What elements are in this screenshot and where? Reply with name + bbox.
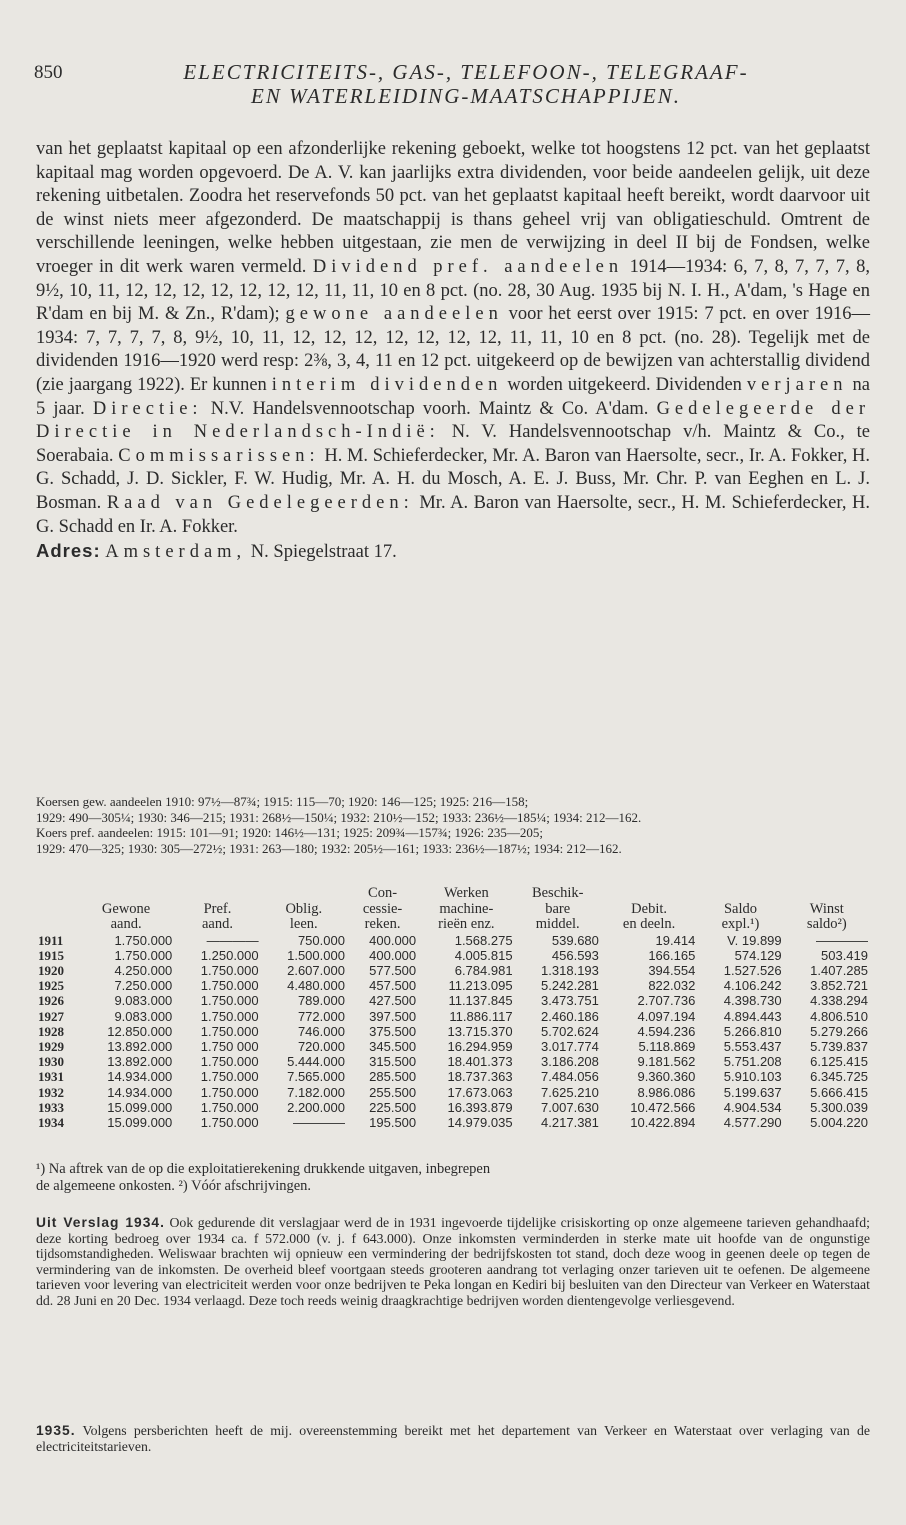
table-row: [36, 1009, 870, 1024]
table-cell: 1.318.193: [541, 962, 599, 978]
table-cell: 3.186.208: [541, 1054, 599, 1070]
gewone-aandeelen-text: voor het eerst over 1915: 7 pct. en over 1916—1934: 7, 7, 7, 7, 8, 9½, 10, 11, 12, 12, 12, 12, 12, 12, 12, 11, 11, 10 en 8 pct. (no. 28). Tegelijk met de dividenden 1916—1920 werd resp: 2⅜, 3, 4, 11 en 12 pct. uitgekeerd op de bewijzen van achterstallig dividend (zie jaargang 1922). Er kunnen: [36, 304, 870, 395]
table-header-cell: aand.: [201, 916, 233, 932]
table-cell: 4.097.194: [637, 1008, 696, 1024]
table-year-cell: 1928: [38, 1023, 64, 1039]
dividend-pref-label: Dividend pref. aandeelen: [312, 256, 624, 277]
share-prices: [36, 794, 870, 856]
table-header-cell: en deeln.: [622, 916, 676, 932]
table-header-cell: [784, 886, 870, 902]
table-header-cell: [78, 886, 174, 902]
table-cell: 1.750.000: [200, 1023, 259, 1039]
koersen-gew-line1: Koersen gew. aandeelen 1910: 97½—87¾; 1915: 115—70; 1920: 146—125; 1925: 216—158;: [36, 794, 529, 809]
table-cell: 15.099.000: [107, 1099, 173, 1115]
table-cell: 822.032: [648, 978, 696, 994]
table-cell: 2.200.000: [287, 1099, 345, 1115]
table-row: [36, 1100, 870, 1115]
table-cell: 9.181.562: [637, 1054, 696, 1070]
table-cell: 16.294.959: [447, 1038, 513, 1054]
table-cell: 4.480.000: [287, 978, 345, 994]
table-cell: 746.000: [297, 1023, 345, 1039]
table-cell: 315.500: [369, 1054, 417, 1070]
table-cell: 7.007.630: [541, 1099, 599, 1115]
commissarissen-text: H. M. Schieferdecker, Mr. A. Baron van Haersolte, secr., Ir. A. Fokker, H. G. Schadd, J. D. Sickler, F. W. Hudig, Mr. A. H. du Mosch, A. E. J. Buss, Mr. Chr. P. van Eeghen en L. J. Bosman.: [36, 445, 870, 513]
table-body: [36, 933, 870, 1131]
table-cell: 4.005.815: [454, 947, 513, 963]
table-cell: 5.279.266: [810, 1023, 868, 1039]
table-cell: 345.500: [369, 1038, 417, 1054]
table-year-cell: 1920: [38, 962, 64, 978]
table-cell: 195.500: [369, 1114, 417, 1130]
table-cell: 5.666.415: [810, 1084, 868, 1100]
table-cell: 10.422.894: [630, 1114, 696, 1130]
table-row: [36, 1039, 870, 1054]
table-cell: 9.083.000: [114, 1008, 173, 1024]
table-cell: 225.500: [369, 1099, 417, 1115]
table-cell: 400.000: [369, 932, 417, 948]
table-row: [36, 963, 870, 978]
table-cell: 1.750.000: [200, 993, 259, 1009]
table-header-cell: [36, 902, 78, 918]
table-cell: 6.125.415: [810, 1054, 868, 1070]
table-cell: 4.806.510: [810, 1008, 868, 1024]
table-header-cell: [174, 886, 260, 902]
table-cell: 1.750.000: [200, 978, 259, 994]
table-cell: 5.004.220: [810, 1114, 868, 1130]
raad-label: Raad van Gedelegeerden:: [106, 492, 414, 513]
table-row: [36, 948, 870, 963]
table-cell: 7.182.000: [287, 1084, 345, 1100]
table-cell: 5.910.103: [723, 1069, 782, 1085]
table-cell: 456.593: [551, 947, 599, 963]
table-cell: 3.473.751: [541, 993, 599, 1009]
paragraph-1935: [36, 1423, 870, 1454]
y1935-text: Volgens persberichten heeft de mij. overeenstemming bereikt met het departement van Verkeer en Waterstaat over verlaging van de electriciteitstarieven.: [36, 1423, 871, 1454]
dividend-pref-text: 1914—1934: 6, 7, 8, 7, 7, 7, 8, 9½, 10, 11, 12, 12, 12, 12, 12, 12, 12, 11, 11, 10 en 8 pct. (no. 28, 30 Aug. 1935 bij N. I. H., A'dam, 's Hage en R'dam en bij M. & Zn., R'dam);: [36, 256, 871, 325]
table-cell: 18.401.373: [447, 1054, 513, 1070]
table-header-cell: saldo²): [806, 916, 847, 932]
gedelegeerde-label: Gedelegeerde der Directie in Nederlandsch-Indië:: [36, 398, 870, 443]
body-paragraph: [36, 138, 870, 539]
table-header-cell: Con-: [368, 885, 398, 901]
table-header-cell: middel.: [535, 916, 580, 932]
table-year-cell: 1927: [38, 1008, 64, 1024]
table-cell: 1.750.000: [114, 947, 173, 963]
table-header-cell: leen.: [289, 916, 318, 932]
table-cell: 15.099.000: [107, 1114, 173, 1130]
table-cell: ————: [206, 932, 259, 948]
table-cell: 1.750.000: [200, 1099, 259, 1115]
table-cell: 4.594.236: [637, 1023, 696, 1039]
table-cell: 9.083.000: [114, 993, 173, 1009]
table-cell: 11.886.117: [449, 1008, 513, 1024]
table-cell: 5.739.837: [810, 1038, 868, 1054]
table-header-cell: expl.¹): [721, 916, 760, 932]
table-cell: 1.750.000: [114, 932, 173, 948]
table-header-cell: Gewone: [101, 900, 151, 917]
gewone-aandeelen-label: gewone aandeelen: [285, 304, 503, 325]
address-city: Amsterdam,: [105, 542, 247, 563]
table-cell: 5.199.637: [723, 1084, 782, 1100]
table-cell: 1.750 000: [200, 1038, 259, 1054]
table-header-cell: Beschik-: [531, 885, 584, 901]
table-header-cell: Pref.: [203, 900, 232, 917]
table-year-cell: 1911: [38, 932, 64, 948]
table-cell: 17.673.063: [447, 1084, 513, 1100]
table-cell: 14.934.000: [107, 1069, 173, 1085]
table-cell: 427.500: [369, 993, 417, 1009]
table-row: [36, 1024, 870, 1039]
verjaren-label: verjaren: [746, 374, 848, 395]
table-cell: 7.565.000: [287, 1069, 345, 1085]
table-cell: 2.460.186: [541, 1008, 599, 1024]
table-cell: 14.979.035: [447, 1114, 513, 1130]
table-cell: 11.137.845: [448, 993, 513, 1009]
table-cell: 503.419: [821, 947, 868, 963]
table-cell: 12.850.000: [107, 1023, 173, 1039]
table-cell: 1.750.000: [200, 1054, 259, 1070]
table-cell: 4.338.294: [810, 993, 868, 1009]
table-cell: 5.242.281: [541, 978, 599, 994]
table-cell: 720.000: [297, 1038, 345, 1054]
page-number: 850: [34, 62, 63, 83]
table-cell: 457.500: [369, 978, 417, 994]
table-cell: 5.751.208: [723, 1054, 782, 1070]
footnote-line2: de algemeene onkosten. ²) Vóór afschrijvingen.: [36, 1178, 312, 1194]
page: [36, 0, 870, 1525]
table-cell: 5.553.437: [723, 1038, 782, 1054]
table-row: [36, 1054, 870, 1069]
table-header-cell: [601, 886, 697, 902]
table-cell: V. 19.899: [727, 932, 782, 948]
directie-text: N.V. Handelsvennootschap voorh. Maintz & Co. A'dam.: [210, 398, 649, 419]
commissarissen-label: Commissarissen:: [118, 445, 320, 466]
table-header-cell: Saldo: [723, 900, 757, 917]
table-cell: 8.986.086: [637, 1084, 696, 1100]
table-header-cell: rieën enz.: [438, 916, 495, 932]
table-header-cell: cessie-: [362, 900, 403, 917]
verslag-text: Ook gedurende dit verslagjaar werd de in 1931 ingevoerde tijdelijke crisiskorting op onze algemeene tarieven gehandhaafd; deze korting bedroeg over 1934 ca. f 572.000 (v. j. f 643.000). Onze inkomsten verminderden in sterke mate uit hoofde van de ongunstige tijdsomstandigheden. Weliswaar brachten wij opnieuw een vermindering der bedrijfskosten tot stand, doch deze woog in geenen deele op tegen de vermindering van de inkomsten. De overheid bleef voortgaan steeds grooteren aandrang tot verlaging onzer tarieven uit te oefenen. De algemeene tarieven voor levering van electriciteit werden voor onze bedrijven te Peka longan en Kediri bij besluiten van den Directeur van Verkeer en Waterstaat dd. 28 Juni en 20 Dec. 1934 verlaagd. Deze toch reeds weinig draagkrachtige bedrijven worden dientengevolge verliesgevend.: [36, 1215, 870, 1308]
table-cell: 10.472.566: [630, 1099, 696, 1115]
table-header-row: [36, 917, 870, 933]
table-cell: 7.625.210: [541, 1084, 599, 1100]
interim-text: worden uitgekeerd. Dividenden: [507, 374, 742, 395]
table-cell: 13.715.370: [447, 1023, 513, 1039]
table-header-cell: bare: [545, 900, 571, 917]
table-cell: 7.484.056: [541, 1069, 599, 1085]
table-year-cell: 1933: [38, 1099, 64, 1115]
table-cell: 789.000: [297, 993, 345, 1009]
table-cell: 166.165: [648, 947, 696, 963]
table-cell: 397.500: [369, 1008, 417, 1024]
table-year-cell: 1931: [38, 1069, 64, 1085]
table-header-cell: machine-: [439, 900, 494, 917]
running-title-line1: ELECTRICITEITS-, GAS-, TELEFOON-, TELEGRAAF-: [183, 60, 749, 84]
running-title: [116, 60, 816, 108]
table-cell: 2.707.736: [637, 993, 696, 1009]
table-cell: 400.000: [369, 947, 417, 963]
table-header-row: [36, 902, 870, 918]
table-cell: 1.250.000: [200, 947, 259, 963]
table-row: [36, 1069, 870, 1084]
koersen-gew-line2: 1929: 490—305¼; 1930: 346—215; 1931: 268½—150¼; 1932: 210½—152; 1933: 236½—185¼; 1934: 212—162.: [36, 809, 642, 825]
table-year-cell: 1932: [38, 1084, 64, 1100]
table-header-row: [36, 886, 870, 902]
footnote-line1: ¹) Na aftrek van de op die exploitatierekening drukkende uitgaven, inbegrepen: [36, 1161, 491, 1177]
footnotes: [36, 1161, 870, 1195]
table-cell: 4.398.730: [723, 993, 782, 1009]
address-line: [36, 539, 870, 565]
table-cell: 14.934.000: [107, 1084, 173, 1100]
table-cell: 3.852.721: [810, 978, 868, 994]
table-cell: 6.345.725: [810, 1069, 868, 1085]
page-header: [36, 60, 870, 110]
table-cell: 1.750.000: [200, 1008, 259, 1024]
table-row: [36, 1085, 870, 1100]
raad-text: Mr. A. Baron van Haersolte, secr., H. M. Schieferdecker, H. G. Schadd en Ir. A. Fokker.: [36, 492, 870, 537]
table-cell: 19.414: [655, 932, 696, 948]
table-cell: 7.250.000: [114, 978, 173, 994]
address-label: Adres:: [36, 540, 101, 562]
y1935-label: 1935.: [36, 1423, 76, 1438]
table-cell: 4.217.381: [541, 1114, 599, 1130]
table-cell: 5.702.624: [541, 1023, 599, 1039]
table-header-cell: [261, 886, 347, 902]
table-cell: ————: [292, 1114, 345, 1130]
table-cell: 4.894.443: [723, 1008, 782, 1024]
table-cell: 1.750.000: [200, 1084, 259, 1100]
table-cell: 13.892.000: [107, 1054, 173, 1070]
table-cell: 577.500: [369, 962, 417, 978]
table-header-cell: Debit.: [631, 900, 668, 917]
table-cell: 539.680: [551, 932, 599, 948]
table-cell: 772.000: [297, 1008, 345, 1024]
table-header-cell: Winst: [809, 900, 844, 917]
gedelegeerde-text: N. V. Handelsvennootschap v/h. Maintz & Co., te Soerabaia.: [36, 422, 871, 466]
table-year-cell: 1925: [38, 978, 64, 994]
table-row: [36, 933, 870, 948]
table-cell: 3.017.774: [541, 1038, 599, 1054]
table-cell: 2.607.000: [287, 962, 345, 978]
verjaren-text: na 5 jaar.: [36, 374, 870, 419]
verslag-label: Uit Verslag 1934.: [36, 1215, 165, 1230]
table-row: [36, 978, 870, 993]
financial-table: [36, 886, 870, 1130]
table-cell: 4.106.242: [723, 978, 782, 994]
table-cell: 18.737.363: [447, 1069, 513, 1085]
table-header-cell: [36, 886, 78, 902]
table-cell: 750.000: [297, 932, 345, 948]
table-header-cell: [697, 886, 783, 902]
koersen-pref-line1: Koers pref. aandeelen: 1915: 101—91; 1920: 146½—131; 1925: 209¾—157¾; 1926: 235—205;: [36, 825, 543, 840]
table-cell: 5.266.810: [723, 1023, 782, 1039]
table-cell: 285.500: [369, 1069, 417, 1085]
table-cell: 9.360.360: [637, 1069, 696, 1085]
table-cell: 5.444.000: [287, 1054, 345, 1070]
table-row: [36, 1115, 870, 1130]
table-header-cell: [36, 917, 78, 933]
table-header-cell: Oblig.: [285, 900, 323, 917]
table-cell: ————: [816, 932, 868, 948]
table-cell: 11.213.095: [448, 978, 513, 994]
table-cell: 5.118.869: [638, 1038, 696, 1054]
koersen-pref-line2: 1929: 470—325; 1930: 305—272½; 1931: 263—180; 1932: 205½—161; 1933: 236½—187½; 1934: 212—162.: [36, 840, 622, 856]
table-row: [36, 993, 870, 1008]
table-cell: 5.300.039: [810, 1099, 868, 1115]
table-cell: 1.750.000: [200, 1114, 259, 1130]
table-year-cell: 1926: [38, 993, 64, 1009]
table-cell: 375.500: [369, 1023, 417, 1039]
table-cell: 4.250.000: [114, 962, 173, 978]
table-year-cell: 1929: [38, 1038, 64, 1054]
table-cell: 16.393.879: [447, 1099, 513, 1115]
table-cell: 4.904.534: [723, 1099, 782, 1115]
table-cell: 1.500.000: [287, 947, 345, 963]
table-header: [36, 886, 870, 933]
table-cell: 4.577.290: [723, 1114, 782, 1130]
paragraph-intro: van het geplaatst kapitaal op een afzonderlijke rekening geboekt, welke tot hoogstens 12 pct. van het geplaatst kapitaal mag worden opgevoerd. De A. V. kan jaarlijks extra dividenden, voor beide aandeelen gelijk, uit deze rekening uitbetalen. Zoodra het reservefonds 50 pct. van het geplaatst kapitaal heeft bereikt, wordt daarvoor uit de winst niets meer afgezonderd. De maatschappij is thans geheel vrij van obligatieschuld. Omtrent de verschillende leeningen, welke hebben uitgestaan, zie men de verwijzing in deel II bij de Fondsen, welke vroeger in dit werk waren vermeld.: [36, 139, 870, 277]
interim-label: interim dividenden: [271, 374, 503, 395]
table-cell: 1.750.000: [200, 1069, 259, 1085]
directie-label: Directie:: [92, 398, 203, 419]
body-text: [36, 138, 870, 565]
table-header-cell: aand.: [110, 916, 142, 932]
table-year-cell: 1915: [38, 947, 64, 963]
address-text: N. Spiegelstraat 17.: [250, 542, 397, 563]
table-cell: 1.568.275: [454, 932, 513, 948]
table-cell: 394.554: [648, 962, 696, 978]
table-header-cell: Werken: [443, 885, 489, 901]
table-cell: 1.750.000: [200, 962, 259, 978]
table-cell: 13.892.000: [107, 1038, 173, 1054]
verslag-1934: [36, 1215, 870, 1309]
table-cell: 1.407.285: [810, 962, 868, 978]
table-year-cell: 1930: [38, 1054, 64, 1070]
table-year-cell: 1934: [38, 1114, 64, 1130]
running-title-line2: EN WATERLEIDING-MAATSCHAPPIJEN.: [251, 84, 681, 108]
table-cell: 1.527.526: [723, 962, 782, 978]
table-cell: 255.500: [369, 1084, 417, 1100]
table-cell: 574.129: [734, 947, 782, 963]
table-cell: 6.784.981: [454, 962, 513, 978]
table-header-cell: reken.: [364, 916, 401, 932]
